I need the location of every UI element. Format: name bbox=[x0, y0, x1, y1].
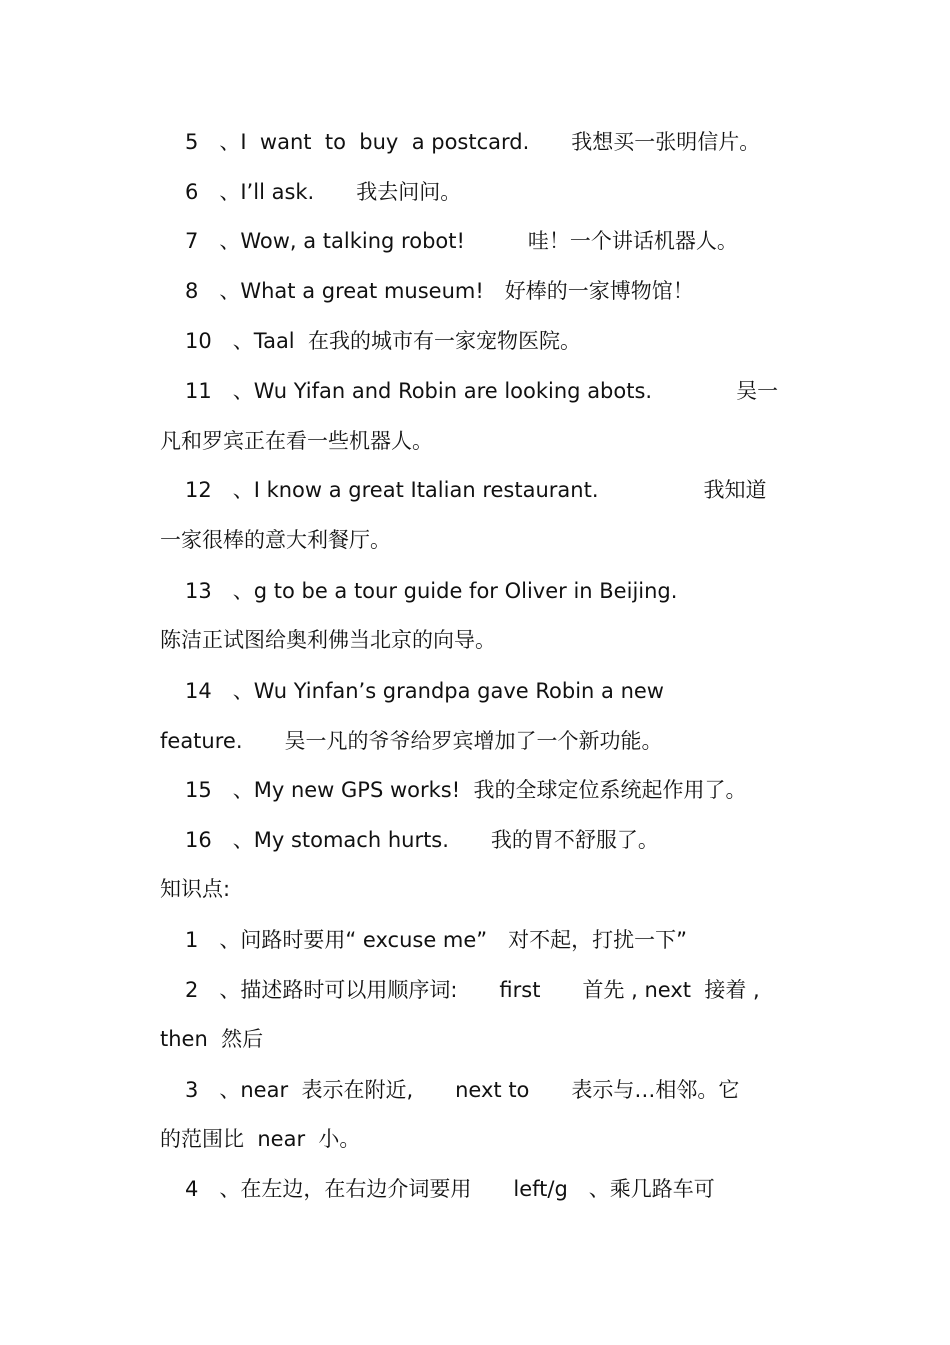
sentence-14-cont: feature. 吴一凡的爷爷给罗宾增加了一个新功能。 bbox=[160, 729, 663, 753]
sentence-16: 16 、My stomach hurts. 我的胃不舒服了。 bbox=[185, 828, 659, 852]
sentence-10: 10 、Taal 在我的城市有一家宠物医院。 bbox=[185, 329, 581, 353]
sentence-8: 8 、What a great museum! 好棒的一家博物馆！ bbox=[185, 279, 694, 303]
sentence-14: 14 、Wu Yinfan’s grandpa gave Robin a new bbox=[185, 679, 664, 703]
knowledge-point-3-cont: 的范围比 near 小。 bbox=[160, 1127, 361, 1151]
knowledge-point-2: 2 、描述路时可以用顺序词: first 首先 , next 接着 , bbox=[185, 978, 760, 1002]
sentence-7: 7 、Wow, a talking robot! 哇！一个讲话机器人。 bbox=[185, 229, 738, 253]
sentence-11: 11 、Wu Yifan and Robin are looking abots. 吴一 bbox=[185, 379, 779, 403]
knowledge-point-4: 4 、在左边，在右边介词要用 left/g 、乘几路车可 bbox=[185, 1177, 715, 1201]
sentence-11-cont: 凡和罗宾正在看一些机器人。 bbox=[160, 429, 433, 453]
knowledge-point-2-cont: then 然后 bbox=[160, 1027, 264, 1051]
sentence-12: 12 、I know a great Italian restaurant. 我知道 bbox=[185, 478, 767, 502]
knowledge-point-1: 1 、问路时要用“ excuse me” 对不起，打扰一下” bbox=[185, 928, 688, 952]
sentence-6: 6 、I’ll ask. 我去问问。 bbox=[185, 180, 462, 204]
sentence-12-cont: 一家很棒的意大利餐厅。 bbox=[160, 528, 391, 552]
knowledge-points-heading: 知识点: bbox=[160, 877, 231, 901]
sentence-5: 5 、I want to buy a postcard. 我想买一张明信片。 bbox=[185, 130, 761, 154]
sentence-15: 15 、My new GPS works! 我的全球定位系统起作用了。 bbox=[185, 778, 747, 802]
sentence-13-cont: 陈洁正试图给奥利佛当北京的向导。 bbox=[160, 628, 496, 652]
knowledge-point-3: 3 、near 表示在附近, next to 表示与…相邻。它 bbox=[185, 1078, 740, 1102]
sentence-13: 13 、g to be a tour guide for Oliver in Beijing. bbox=[185, 579, 678, 603]
